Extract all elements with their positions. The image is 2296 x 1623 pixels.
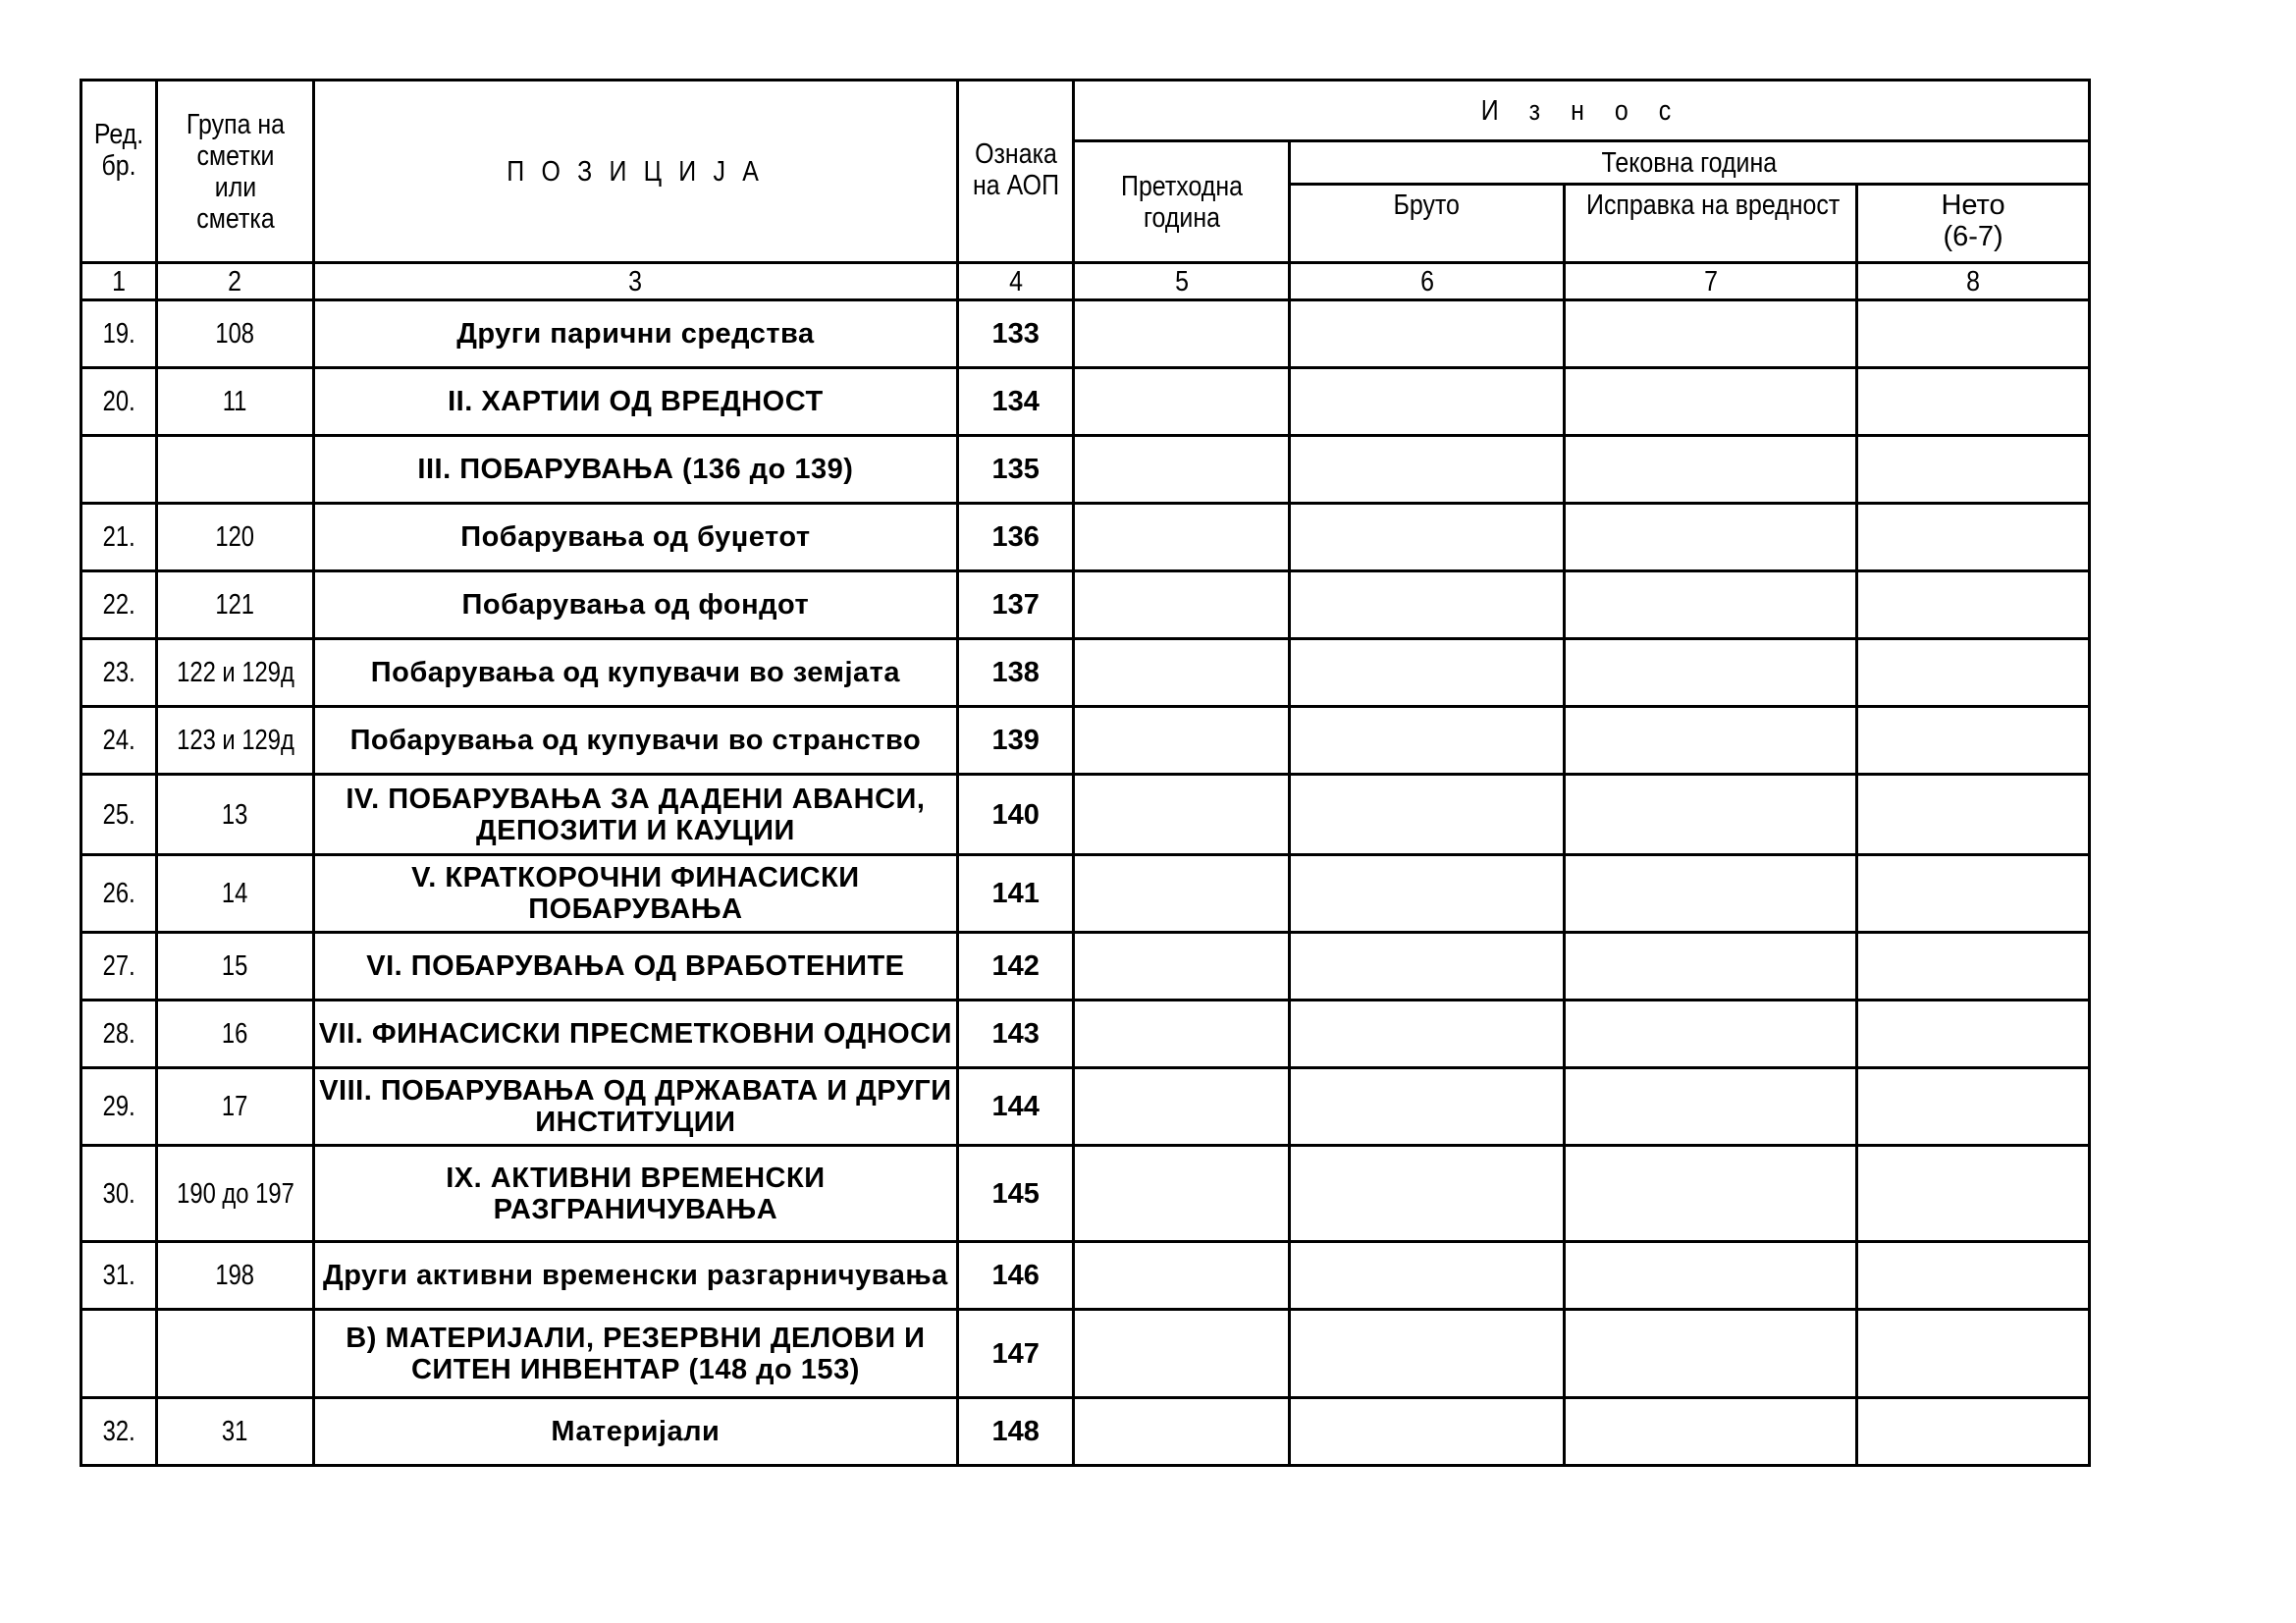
position-cell: Други активни временски разгарничувања — [313, 1242, 957, 1310]
header-aop: Ознака на АОП — [958, 81, 1074, 263]
previous-year-input-cell[interactable] — [1074, 1068, 1290, 1146]
account-group-cell — [157, 1310, 314, 1398]
previous-year-input-cell[interactable] — [1074, 775, 1290, 855]
table-row — [81, 504, 2090, 571]
table-row — [81, 1398, 2090, 1466]
previous-year-input-cell[interactable] — [1074, 1146, 1290, 1242]
row-number-cell — [81, 1068, 157, 1146]
row-number-cell — [81, 775, 157, 855]
net-input-cell[interactable] — [1857, 1242, 2090, 1310]
net-input-cell[interactable] — [1857, 571, 2090, 639]
net-input-cell[interactable] — [1857, 1310, 2090, 1398]
gross-input-cell[interactable] — [1290, 368, 1565, 436]
account-group-cell-text: 16 — [222, 1018, 248, 1050]
account-group-cell-text: 122 и 129д — [176, 657, 294, 688]
account-group-cell-text: 121 — [215, 589, 255, 621]
column-number: 4 — [958, 263, 1074, 300]
gross-input-cell[interactable] — [1290, 1242, 1565, 1310]
neto-formula: (6-7) — [1943, 221, 2003, 252]
table-row — [81, 1146, 2090, 1242]
gross-input-cell[interactable] — [1290, 775, 1565, 855]
account-group-cell-text: 11 — [223, 386, 247, 417]
aop-code-cell: 139 — [958, 707, 1074, 775]
gross-input-cell[interactable] — [1290, 504, 1565, 571]
column-number-row — [81, 263, 2090, 300]
net-input-cell[interactable] — [1857, 639, 2090, 707]
row-number-cell — [81, 436, 157, 504]
value-adjustment-input-cell[interactable] — [1565, 775, 1857, 855]
table-row — [81, 1242, 2090, 1310]
account-group-cell — [157, 1068, 314, 1146]
account-group-cell-text: 120 — [215, 521, 255, 553]
value-adjustment-input-cell[interactable] — [1565, 1242, 1857, 1310]
gross-input-cell[interactable] — [1290, 1398, 1565, 1466]
row-number-cell-text: 19. — [102, 318, 135, 350]
row-number-cell-text: 32. — [102, 1416, 135, 1447]
value-adjustment-input-cell[interactable] — [1565, 1146, 1857, 1242]
account-group-cell — [157, 504, 314, 571]
row-number-cell-text: 27. — [102, 950, 135, 982]
gross-input-cell[interactable] — [1290, 1310, 1565, 1398]
row-number-cell — [81, 639, 157, 707]
previous-year-input-cell[interactable] — [1074, 436, 1290, 504]
aop-code-cell: 140 — [958, 775, 1074, 855]
gross-input-cell[interactable] — [1290, 1146, 1565, 1242]
row-number-cell-text: 29. — [102, 1091, 135, 1122]
previous-year-input-cell[interactable] — [1074, 504, 1290, 571]
account-group-cell-text: 108 — [215, 318, 255, 350]
previous-year-input-cell[interactable] — [1074, 571, 1290, 639]
account-group-cell-text: 123 и 129д — [176, 725, 294, 756]
value-adjustment-input-cell[interactable] — [1565, 707, 1857, 775]
previous-year-input-cell[interactable] — [1074, 1398, 1290, 1466]
previous-year-input-cell[interactable] — [1074, 1242, 1290, 1310]
aop-code-cell: 143 — [958, 1001, 1074, 1068]
row-number-cell — [81, 368, 157, 436]
value-adjustment-input-cell[interactable] — [1565, 436, 1857, 504]
column-number: 7 — [1565, 263, 1857, 300]
aop-code-cell: 144 — [958, 1068, 1074, 1146]
account-group-cell — [157, 775, 314, 855]
row-number-cell — [81, 1398, 157, 1466]
aop-code-cell: 148 — [958, 1398, 1074, 1466]
table-row — [81, 707, 2090, 775]
account-group-cell — [157, 1146, 314, 1242]
account-group-cell — [157, 639, 314, 707]
aop-code-cell: 135 — [958, 436, 1074, 504]
value-adjustment-input-cell[interactable] — [1565, 639, 1857, 707]
net-input-cell[interactable] — [1857, 1146, 2090, 1242]
net-input-cell[interactable] — [1857, 707, 2090, 775]
position-cell: IX. АКТИВНИ ВРЕМЕНСКИ РАЗГРАНИЧУВАЊА — [313, 1146, 957, 1242]
row-number-cell-text: 25. — [102, 798, 135, 831]
account-group-cell-text: 190 до 197 — [176, 1177, 294, 1210]
account-group-cell — [157, 1001, 314, 1068]
position-cell: В) МАТЕРИЈАЛИ, РЕЗЕРВНИ ДЕЛОВИ И СИТЕН ИНВЕНТАР (148 до 153) — [313, 1310, 957, 1398]
table-row — [81, 855, 2090, 933]
table-row — [81, 775, 2090, 855]
position-cell: Побарувања од купувачи во странство — [313, 707, 957, 775]
row-number-cell-text: 22. — [102, 589, 135, 621]
column-number: 2 — [157, 263, 314, 300]
table-row — [81, 1001, 2090, 1068]
net-input-cell[interactable] — [1857, 775, 2090, 855]
net-input-cell[interactable] — [1857, 436, 2090, 504]
gross-input-cell[interactable] — [1290, 1001, 1565, 1068]
position-cell: VIII. ПОБАРУВАЊА ОД ДРЖАВАТА И ДРУГИ ИНСТИТУЦИИ — [313, 1068, 957, 1146]
account-group-cell-text: 198 — [215, 1260, 255, 1291]
row-number-cell-text: 28. — [102, 1018, 135, 1050]
position-cell: V. КРАТКОРОЧНИ ФИНАСИСКИ ПОБАРУВАЊА — [313, 855, 957, 933]
row-number-cell — [81, 1001, 157, 1068]
previous-year-input-cell[interactable] — [1074, 639, 1290, 707]
net-input-cell[interactable] — [1857, 504, 2090, 571]
gross-input-cell[interactable] — [1290, 300, 1565, 368]
value-adjustment-input-cell[interactable] — [1565, 504, 1857, 571]
table-row — [81, 436, 2090, 504]
aop-code-cell: 136 — [958, 504, 1074, 571]
gross-input-cell[interactable] — [1290, 639, 1565, 707]
header-grupa: Група на сметки или сметка — [157, 81, 314, 263]
account-group-cell-text: 14 — [222, 878, 248, 909]
gross-input-cell[interactable] — [1290, 933, 1565, 1001]
net-input-cell[interactable] — [1857, 933, 2090, 1001]
account-group-cell-text: 31 — [222, 1416, 248, 1447]
header-neto — [1857, 185, 2090, 263]
account-group-cell — [157, 436, 314, 504]
account-group-cell-text: 15 — [222, 950, 248, 982]
position-cell: Побарувања од буџетот — [313, 504, 957, 571]
row-number-cell-text: 20. — [102, 386, 135, 417]
position-cell: Материјали — [313, 1398, 957, 1466]
previous-year-input-cell[interactable] — [1074, 855, 1290, 933]
account-group-cell-text: 17 — [222, 1091, 248, 1122]
aop-code-cell: 146 — [958, 1242, 1074, 1310]
row-number-cell — [81, 1242, 157, 1310]
value-adjustment-input-cell[interactable] — [1565, 1001, 1857, 1068]
account-group-cell — [157, 1242, 314, 1310]
previous-year-input-cell[interactable] — [1074, 1001, 1290, 1068]
header-iznos: И з н о с — [1074, 81, 2090, 141]
net-input-cell[interactable] — [1857, 300, 2090, 368]
header-prethodna: Претходна година — [1074, 141, 1290, 263]
previous-year-input-cell[interactable] — [1074, 1310, 1290, 1398]
column-number: 3 — [313, 263, 957, 300]
aop-code-cell: 134 — [958, 368, 1074, 436]
header-tekovna: Тековна година — [1290, 141, 2090, 185]
gross-input-cell[interactable] — [1290, 707, 1565, 775]
value-adjustment-input-cell[interactable] — [1565, 933, 1857, 1001]
previous-year-input-cell[interactable] — [1074, 707, 1290, 775]
column-number: 5 — [1074, 263, 1290, 300]
row-number-cell-text: 30. — [102, 1177, 135, 1210]
table-row — [81, 1068, 2090, 1146]
account-group-cell-text: 13 — [222, 798, 248, 831]
position-cell: Побарувања од фондот — [313, 571, 957, 639]
row-number-cell-text: 26. — [102, 878, 135, 909]
previous-year-input-cell[interactable] — [1074, 300, 1290, 368]
row-number-cell — [81, 855, 157, 933]
row-number-cell-text: 31. — [102, 1260, 135, 1291]
aop-code-cell: 142 — [958, 933, 1074, 1001]
value-adjustment-input-cell[interactable] — [1565, 571, 1857, 639]
row-number-cell — [81, 571, 157, 639]
account-group-cell — [157, 300, 314, 368]
account-group-cell — [157, 707, 314, 775]
header-pozicija: П О З И Ц И Ј А — [313, 81, 957, 263]
table-row — [81, 368, 2090, 436]
column-number: 8 — [1857, 263, 2090, 300]
value-adjustment-input-cell[interactable] — [1565, 368, 1857, 436]
aop-code-cell: 145 — [958, 1146, 1074, 1242]
column-number: 1 — [81, 263, 157, 300]
table-row — [81, 639, 2090, 707]
value-adjustment-input-cell[interactable] — [1565, 1068, 1857, 1146]
column-number: 6 — [1290, 263, 1565, 300]
value-adjustment-input-cell[interactable] — [1565, 300, 1857, 368]
net-input-cell[interactable] — [1857, 1398, 2090, 1466]
row-number-cell-text: 24. — [102, 725, 135, 756]
position-cell: IV. ПОБАРУВАЊА ЗА ДАДЕНИ АВАНСИ, ДЕПОЗИТИ И КАУЦИИ — [313, 775, 957, 855]
net-input-cell[interactable] — [1857, 855, 2090, 933]
aop-code-cell: 141 — [958, 855, 1074, 933]
row-number-cell — [81, 707, 157, 775]
gross-input-cell[interactable] — [1290, 855, 1565, 933]
value-adjustment-input-cell[interactable] — [1565, 855, 1857, 933]
balance-sheet-table — [80, 79, 2091, 1467]
table-row — [81, 300, 2090, 368]
account-group-cell — [157, 933, 314, 1001]
header-red-br: Ред. бр. — [81, 81, 157, 263]
account-group-cell — [157, 571, 314, 639]
table-row — [81, 933, 2090, 1001]
value-adjustment-input-cell[interactable] — [1565, 1398, 1857, 1466]
position-cell: Побарувања од купувачи во земјата — [313, 639, 957, 707]
row-number-cell — [81, 300, 157, 368]
value-adjustment-input-cell[interactable] — [1565, 1310, 1857, 1398]
table-row — [81, 571, 2090, 639]
header-bruto: Бруто — [1290, 185, 1565, 263]
row-number-cell — [81, 1310, 157, 1398]
previous-year-input-cell[interactable] — [1074, 933, 1290, 1001]
position-cell: Други парични средства — [313, 300, 957, 368]
gross-input-cell[interactable] — [1290, 571, 1565, 639]
aop-code-cell: 137 — [958, 571, 1074, 639]
gross-input-cell[interactable] — [1290, 436, 1565, 504]
previous-year-input-cell[interactable] — [1074, 368, 1290, 436]
position-cell: VII. ФИНАСИСКИ ПРЕСМЕТКОВНИ ОДНОСИ — [313, 1001, 957, 1068]
net-input-cell[interactable] — [1857, 1068, 2090, 1146]
account-group-cell — [157, 855, 314, 933]
row-number-cell-text: 21. — [102, 521, 135, 553]
row-number-cell-text: 23. — [102, 657, 135, 688]
row-number-cell — [81, 1146, 157, 1242]
row-number-cell — [81, 504, 157, 571]
row-number-cell — [81, 933, 157, 1001]
header-ispravka: Исправка на вредност — [1565, 185, 1857, 263]
position-cell: VI. ПОБАРУВАЊА ОД ВРАБОТЕНИТЕ — [313, 933, 957, 1001]
net-input-cell[interactable] — [1857, 1001, 2090, 1068]
table-row — [81, 1310, 2090, 1398]
neto-label: Нето — [1941, 189, 2005, 221]
net-input-cell[interactable] — [1857, 368, 2090, 436]
account-group-cell — [157, 1398, 314, 1466]
aop-code-cell: 133 — [958, 300, 1074, 368]
aop-code-cell: 147 — [958, 1310, 1074, 1398]
account-group-cell — [157, 368, 314, 436]
position-cell: II. ХАРТИИ ОД ВРЕДНОСТ — [313, 368, 957, 436]
position-cell: III. ПОБАРУВАЊА (136 до 139) — [313, 436, 957, 504]
aop-code-cell: 138 — [958, 639, 1074, 707]
gross-input-cell[interactable] — [1290, 1068, 1565, 1146]
